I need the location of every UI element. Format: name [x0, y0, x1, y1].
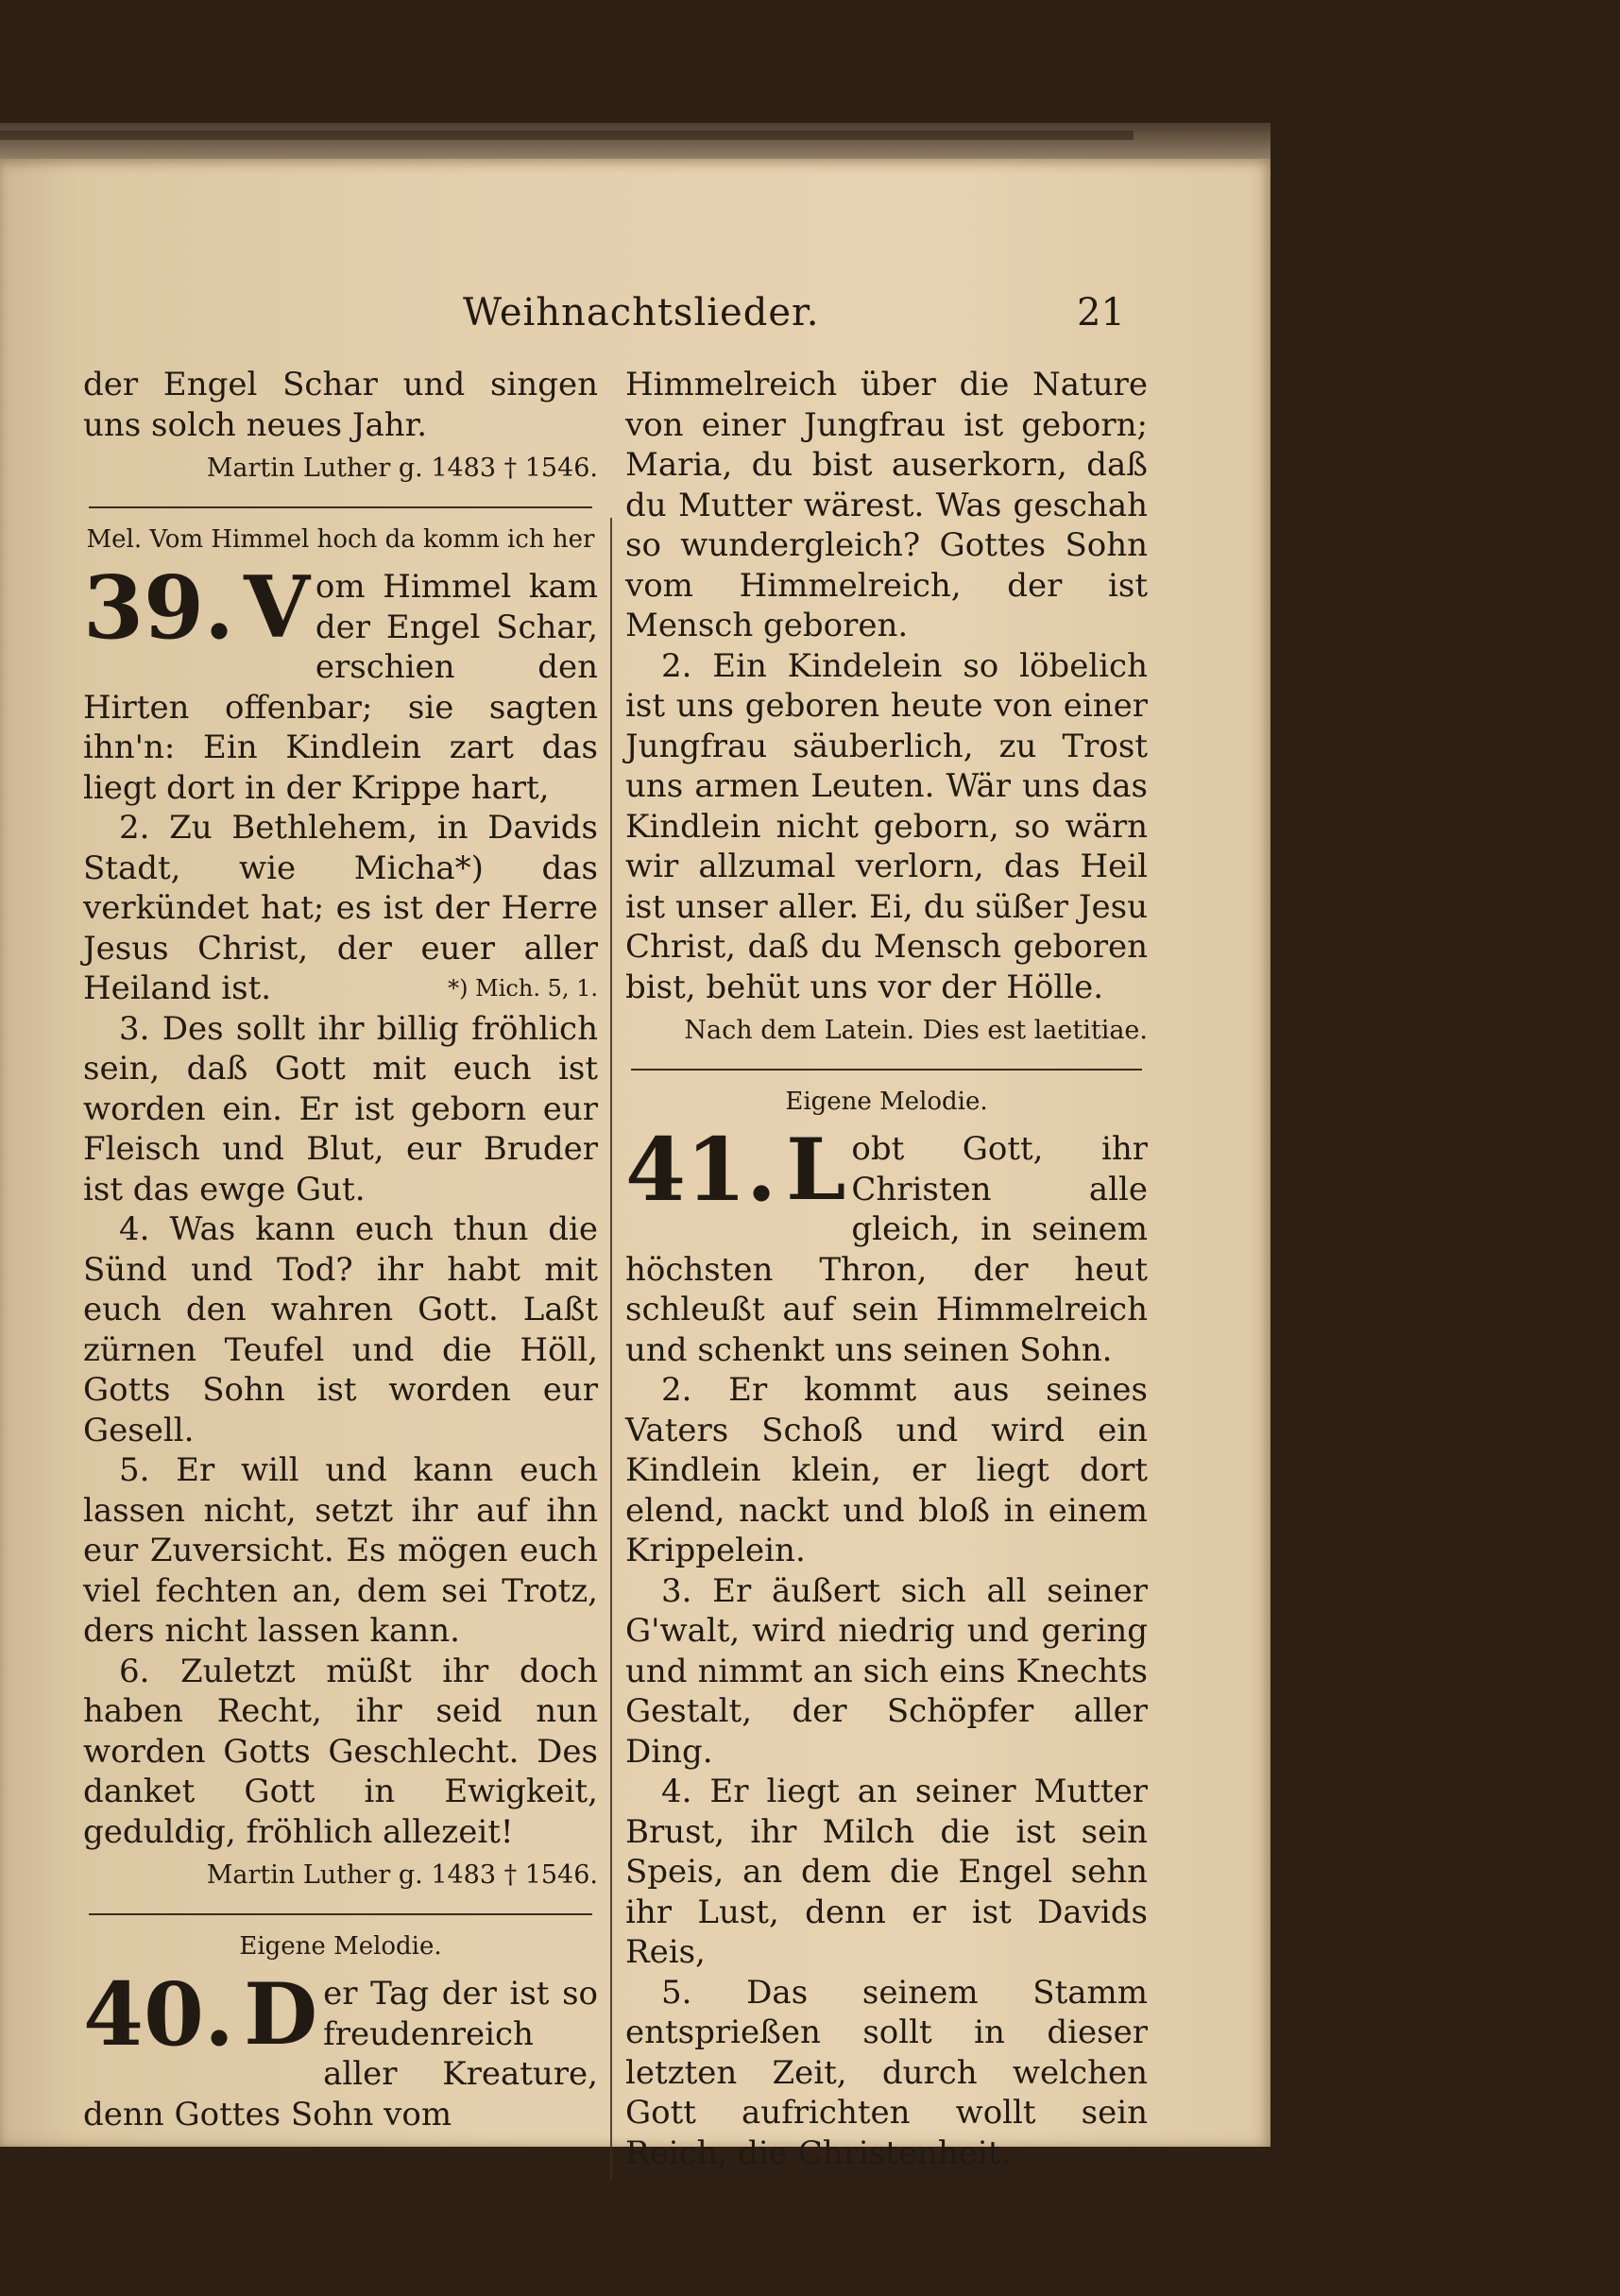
- hymn-39-verse-2: [83, 808, 598, 1009]
- hymn-41-verse-4: 4. Er liegt an seiner Mutter Brust, ihr Milch die ist sein Speis, an dem die Engel sehn ihr Lust, denn er ist Davids Reis,: [625, 1773, 1148, 1971]
- hymn-41-number: 41.: [625, 1119, 777, 1221]
- book-page: [0, 159, 1270, 2172]
- hymn-39-footnote: *) Mich. 5, 1.: [448, 975, 598, 1002]
- right-column: [625, 365, 1148, 2173]
- hymn-39-verse-3: 3. Des sollt ihr billig fröhlich sein, daß Gott mit euch ist worden ein. Er ist geborn eur Fleisch und Blut, eur Bruder ist das ewge Gut.: [83, 1009, 598, 1208]
- hymn-38-continuation: der Engel Schar und singen uns solch neues Jahr.: [83, 366, 598, 444]
- hymn-41-verse-5: 5. Das seinem Stamm entsprießen sollt in dieser letzten Zeit, durch welchen Gott aufrichten wollt sein Reich, die Christenheit.: [625, 1973, 1148, 2172]
- hymn-39-verse-1: om Himmel kam der Engel Schar, erschien den Hirten offenbar; sie sagten ihn'n: Ein Kindlein zart das liegt dort in der Krippe hart,: [83, 568, 598, 807]
- hymn-41-dropcap: L: [786, 1120, 846, 1220]
- hymn-separator: [89, 506, 592, 508]
- hymn-41-verse-2: 2. Er kommt aus seines Vaters Schoß und wird ein Kindlein klein, er liegt dort elend, nackt und bloß in einem Krippelein.: [625, 1371, 1148, 1569]
- column-divider: [610, 518, 612, 2181]
- hymn-40-verse-1: er Tag der ist so freudenreich aller Kreature, denn Gottes Sohn vom: [83, 1975, 598, 2133]
- hymn-39: [83, 557, 598, 808]
- hymn-40-verse-2: 2. Ein Kindelein so löbelich ist uns geboren heute von einer Jungfrau säuberlich, zu Trost uns armen Leuten. Wär uns das Kindlein nicht geborn, so wärn wir allzumal verlorn, das Heil ist unser aller. Ei, du süßer Jesu Christ, daß du Mensch geboren bist, behüt uns vor der Hölle.: [625, 646, 1148, 1006]
- hymn-39-attribution: Martin Luther g. 1483 † 1546.: [206, 1860, 598, 1890]
- hymn-39-verse-6: 6. Zuletzt müßt ihr doch haben Recht, ihr seid nun worden Gotts Geschlecht. Des danket Gott in Ewigkeit, geduldig, fröhlich allezeit!: [83, 1652, 598, 1851]
- hymn-separator: [631, 1069, 1142, 1071]
- hymn-39-verse-2-text: 2. Zu Bethlehem, in Davids Stadt, wie Micha*) das verkündet hat; es ist der Herre Jesus Christ, der euer aller Heiland ist.: [83, 809, 598, 1007]
- hymn-40-dropcap: D: [244, 1964, 318, 2065]
- hymn-41-melody: Eigene Melodie.: [785, 1087, 988, 1116]
- hymn-39-dropcap: V: [244, 557, 310, 658]
- hymn-38-attribution: Martin Luther g. 1483 † 1546.: [206, 454, 598, 483]
- running-title: Weihnachtslieder.: [463, 291, 820, 334]
- hymn-39-verse-5: 5. Er will und kann euch lassen nicht, setzt ihr auf ihn eur Zuversicht. Es mögen euch viel fechten an, dem sei Trotz, ders nicht lassen kann.: [83, 1451, 598, 1650]
- hymn-40-number: 40.: [83, 1963, 235, 2065]
- running-head: [0, 291, 1148, 338]
- hymn-39-verse-4: 4. Was kann euch thun die Sünd und Tod? ihr habt mit euch den wahren Gott. Laßt zürnen Teufel und die Höll, Gotts Sohn ist worden eur Gesell.: [83, 1210, 598, 1449]
- hymn-41-verse-3: 3. Er äußert sich all seiner G'walt, wird niedrig und gering und nimmt an sich eins Knechts Gestalt, der Schöpfer aller Ding.: [625, 1571, 1148, 1771]
- book-spine-shadow: [0, 130, 1134, 140]
- hymn-40-melody: Eigene Melodie.: [239, 1931, 442, 1961]
- hymn-39-melody: Mel. Vom Himmel hoch da komm ich her: [86, 524, 595, 554]
- hymn-41-verse-1: obt Gott, ihr Christen alle gleich, in seinem höchsten Thron, der heut schleußt auf sein Himmelreich und schenkt uns seinen Sohn.: [625, 1130, 1148, 1369]
- hymn-41: [625, 1119, 1148, 1370]
- hymn-40: [83, 1963, 598, 2134]
- page-number: 21: [1077, 291, 1125, 334]
- hymn-40-continuation: Himmelreich über die Nature von einer Jungfrau ist geborn; Maria, du bist auserkorn, daß du Mutter wärest. Was geschah so wundergleich? Gottes Sohn vom Himmelreich, der ist Mensch geboren.: [625, 366, 1148, 644]
- hymn-separator: [89, 1913, 592, 1915]
- left-column: [83, 365, 598, 2134]
- hymn-40-attribution: Nach dem Latein. Dies est laetitiae.: [684, 1016, 1148, 1045]
- hymn-39-number: 39.: [83, 557, 235, 659]
